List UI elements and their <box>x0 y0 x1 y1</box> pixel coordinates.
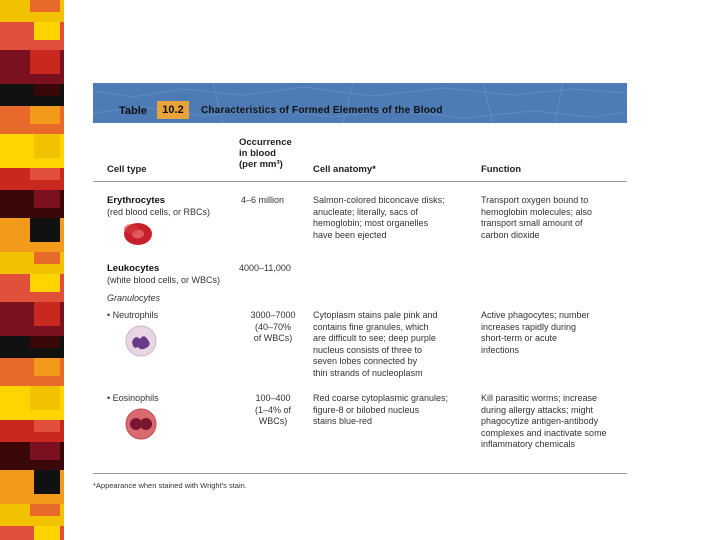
row-neutrophils-type: • Neutrophils <box>107 310 159 320</box>
red-blood-cell-icon <box>121 219 155 249</box>
row-erythrocytes-occurrence: 4–6 million <box>241 195 285 205</box>
row-eosinophils-type: • Eosinophils <box>107 393 159 403</box>
row-erythrocytes-type: Erythrocytes (red blood cells, or RBCs) <box>107 195 211 217</box>
footer-rule <box>93 473 627 474</box>
blood-elements-table <box>93 83 627 495</box>
footnote: *Appearance when stained with Wright's stain. <box>93 481 247 490</box>
header-function: Function <box>481 164 522 175</box>
row-neutrophils-function: Active phagocytes; number increases rapidly during short-term or acute infections <box>481 310 590 355</box>
header-occurrence: Occurrence in blood (per mm³) <box>239 137 292 170</box>
row-eosinophils-function: Kill parasitic worms; increase during allergy attacks; might phagocytize antigen-antibody complexes and inactivate some inflammatory chemicals <box>481 393 607 449</box>
row-eosinophils-occurrence: 100–400 (1–4% of WBCs) <box>254 393 292 426</box>
row-leukocytes-occurrence: 4000–11,000 <box>239 263 291 273</box>
header-rule <box>93 181 627 182</box>
eosinophil-icon <box>123 407 159 441</box>
row-eosinophils-anatomy: Red coarse cytoplasmic granules; figure-8 or bilobed nucleus stains blue-red <box>313 393 449 426</box>
row-erythrocytes-anatomy: Salmon-colored biconcave disks; anucleate; literally, sacs of hemoglobin; most organelles have been ejected <box>313 195 445 240</box>
granulocytes-label: Granulocytes <box>107 293 161 303</box>
row-neutrophils-anatomy: Cytoplasm stains pale pink and contains fine granules, which are difficult to see; deep purple nucleus consists of three to seven lobes connected by thin strands of nucleoplasm <box>313 310 438 378</box>
row-leukocytes-type: Leukocytes (white blood cells, or WBCs) <box>107 263 221 285</box>
neutrophil-icon <box>123 324 159 358</box>
table-label: Table <box>119 105 147 117</box>
header-anatomy: Cell anatomy* <box>313 164 376 175</box>
row-neutrophils-occurrence: 3000–7000 (40–70% of WBCs) <box>250 310 296 343</box>
header-cell-type: Cell type <box>107 164 147 175</box>
row-erythrocytes-function: Transport oxygen bound to hemoglobin molecules; also transport small amount of carbon dioxide <box>481 195 593 240</box>
table-number-tab: 10.2 <box>157 101 189 119</box>
table-banner <box>93 83 627 123</box>
decorative-stripe <box>0 0 64 540</box>
table-title: Characteristics of Formed Elements of the Blood <box>201 105 443 116</box>
